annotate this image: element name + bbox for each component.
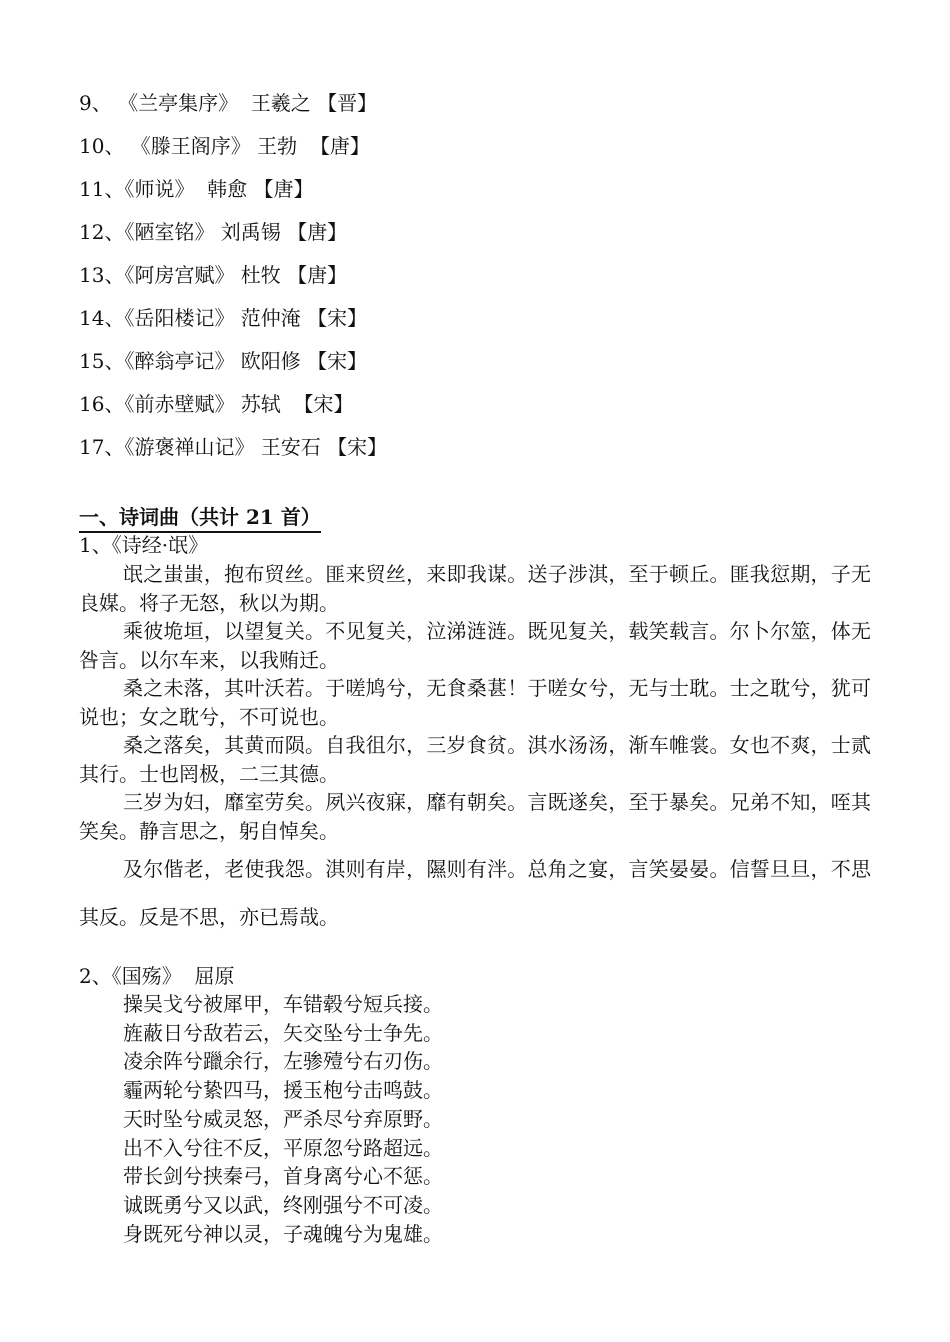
verse-line: 操吴戈兮被犀甲，车错毂兮短兵接。 xyxy=(123,992,443,1016)
poem-paragraph: 三岁为妇，靡室劳矣。夙兴夜寐，靡有朝矣。言既遂矣，至于暴矣。兄弟不知，咥其笑矣。静言思之，躬自悼矣。 xyxy=(79,790,871,843)
verse-line: 旌蔽日兮敌若云，矢交坠兮士争先。 xyxy=(123,1020,443,1045)
list-item: 16、《前赤壁赋》 苏轼 【宋】 xyxy=(79,392,354,416)
poem-paragraph: 及尔偕老，老使我怨。淇则有岸，隰则有泮。总角之宴，言笑晏晏。信誓旦旦，不思其反。反是不思，亦已焉哉。 xyxy=(79,857,871,929)
poem-paragraph: 乘彼垝垣，以望复关。不见复关，泣涕涟涟。既见复关，载笑载言。尔卜尔筮，体无咎言。以尔车来，以我贿迁。 xyxy=(79,619,871,672)
verse-line: 天时坠兮威灵怒，严杀尽兮弃原野。 xyxy=(123,1106,443,1131)
poem-paragraph: 氓之蚩蚩，抱布贸丝。匪来贸丝，来即我谋。送子涉淇，至于顿丘。匪我愆期，子无良媒。将子无怒，秋以为期。 xyxy=(79,562,871,615)
list-item: 9、 《兰亭集序》 王羲之 【晋】 xyxy=(79,91,378,115)
verse-line: 出不入兮往不反，平原忽兮路超远。 xyxy=(123,1135,443,1160)
list-item: 10、 《滕王阁序》 王勃 【唐】 xyxy=(79,134,370,158)
poem-verse xyxy=(123,990,443,1248)
verse-line: 身既死兮神以灵，子魂魄兮为鬼雄。 xyxy=(123,1221,443,1246)
list-item: 12、《陋室铭》 刘禹锡 【唐】 xyxy=(79,220,348,244)
list-item: 14、《岳阳楼记》 范仲淹 【宋】 xyxy=(79,306,368,330)
verse-line: 凌余阵兮躐余行，左骖殪兮右刃伤。 xyxy=(123,1049,443,1074)
verse-line: 诚既勇兮又以武，终刚强兮不可凌。 xyxy=(123,1192,443,1217)
list-item: 11、《师说》 韩愈 【唐】 xyxy=(79,177,314,201)
section-heading: 一、诗词曲（共计 21 首） xyxy=(79,503,321,533)
list-item: 13、《阿房宫赋》 杜牧 【唐】 xyxy=(79,263,348,287)
poem-paragraph: 桑之未落，其叶沃若。于嗟鸠兮，无食桑葚！于嗟女兮，无与士耽。士之耽兮，犹可说也；女之耽兮，不可说也。 xyxy=(79,676,871,729)
poem-paragraph: 桑之落矣，其黄而陨。自我徂尔，三岁食贫。淇水汤汤，渐车帷裳。女也不爽，士贰其行。士也罔极，二三其德。 xyxy=(79,733,871,786)
verse-line: 霾两轮兮絷四马，援玉枹兮击鸣鼓。 xyxy=(123,1078,443,1103)
list-item: 15、《醉翁亭记》 欧阳修 【宋】 xyxy=(79,349,368,373)
poem-title: 1、《诗经·氓》 xyxy=(79,533,209,557)
list-item: 17、《游褒禅山记》 王安石 【宋】 xyxy=(79,435,388,459)
verse-line: 带长剑兮挟秦弓，首身离兮心不惩。 xyxy=(123,1164,443,1189)
poem-title: 2、《国殇》 屈原 xyxy=(79,964,235,988)
prose-list xyxy=(79,88,387,475)
